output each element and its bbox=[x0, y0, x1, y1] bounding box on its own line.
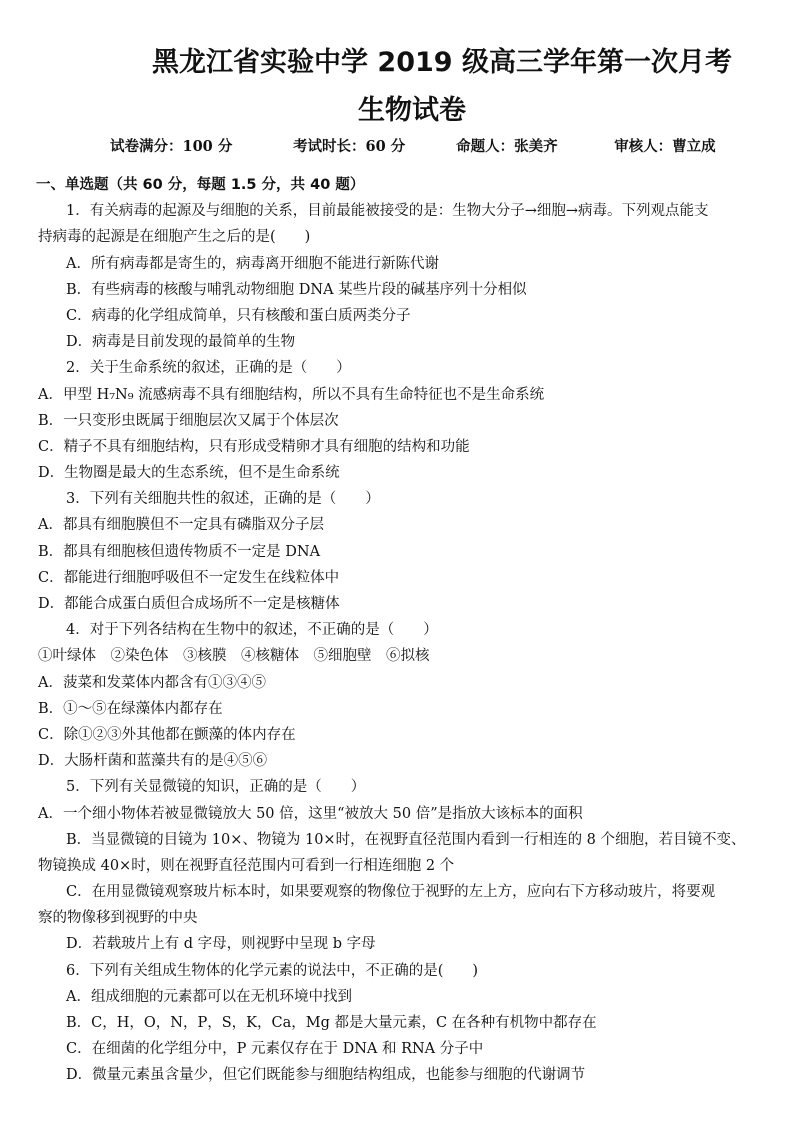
text-line: 持病毒的起源是在细胞产生之后的是( ) bbox=[38, 229, 311, 246]
text-line: 物镜换成 40×时，则在视野直径范围内可看到一行相连细胞 2 个 bbox=[38, 857, 455, 874]
text-line: D．若载玻片上有 d 字母，则视野中呈现 b 字母 bbox=[66, 936, 376, 953]
text-line: C．除①②③外其他都在颤藻的体内存在 bbox=[38, 726, 296, 743]
author: 命题人：张美齐 bbox=[456, 138, 558, 155]
text-line: C．都能进行细胞呼吸但不一定发生在线粒体中 bbox=[38, 569, 340, 586]
text-line: A．菠菜和发菜体内都含有①③④⑤ bbox=[38, 674, 266, 691]
text-line: C．在细菌的化学组分中，P 元素仅存在于 DNA 和 RNA 分子中 bbox=[66, 1041, 484, 1058]
text-line: 1．有关病毒的起源及与细胞的关系，目前最能被接受的是：生物大分子→细胞→病毒。下列观点能支 bbox=[66, 203, 709, 220]
duration: 考试时长：60 分 bbox=[293, 138, 406, 155]
text-line: 3．下列有关细胞共性的叙述，正确的是（ ） bbox=[66, 491, 380, 508]
text-line: D．都能合成蛋白质但合成场所不一定是核糖体 bbox=[38, 596, 340, 612]
text-line: 2．关于生命系统的叙述，正确的是（ ） bbox=[66, 360, 351, 377]
text-line: C．精子不具有细胞结构，只有形成受精卵才具有细胞的结构和功能 bbox=[38, 438, 470, 455]
text-line: B．当显微镜的目镜为 10×、物镜为 10×时，在视野直径范围内看到一行相连的 8 个细胞，若目镜不变、 bbox=[66, 831, 746, 848]
text-line: C．病毒的化学组成简单，只有核酸和蛋白质两类分子 bbox=[66, 307, 411, 324]
text-line: C．在用显微镜观察玻片标本时，如果要观察的物像位于视野的左上方，应向右下方移动玻片，将要观 bbox=[66, 884, 716, 901]
text-line: A．组成细胞的元素都可以在无机环境中找到 bbox=[66, 988, 352, 1005]
text-line: A．所有病毒都是寄生的，病毒离开细胞不能进行新陈代谢 bbox=[66, 255, 439, 272]
text-line: B．有些病毒的核酸与哺乳动物细胞 DNA 某些片段的碱基序列十分相似 bbox=[66, 281, 527, 298]
text-line: D．微量元素虽含量少，但它们既能参与细胞结构组成，也能参与细胞的代谢调节 bbox=[66, 1067, 586, 1084]
text-line: B．C，H，O，N，P，S，K，Ca，Mg 都是大量元素，C 在各种有机物中都存在 bbox=[66, 1015, 597, 1031]
text-line: 4．对于下列各结构在生物中的叙述，不正确的是（ ） bbox=[66, 622, 438, 639]
question-body bbox=[36, 172, 762, 1089]
text-line: 5．下列有关显微镜的知识，正确的是（ ） bbox=[66, 779, 366, 796]
exam-info bbox=[110, 135, 750, 156]
text-line: A．甲型 H₇N₉ 流感病毒不具有细胞结构，所以不具有生命特征也不是生命系统 bbox=[38, 386, 545, 403]
text-line: A．一个细小物体若被显微镜放大 50 倍，这里“被放大 50 倍”是指放大该标本的面积 bbox=[38, 805, 583, 822]
exam-title: 黑龙江省实验中学 2019 级高三学年第一次月考 bbox=[152, 47, 732, 78]
text-line: D．大肠杆菌和蓝藻共有的是④⑤⑥ bbox=[38, 753, 268, 770]
full-score: 试卷满分：100 分 bbox=[110, 138, 233, 155]
text-line: A．都具有细胞膜但不一定具有磷脂双分子层 bbox=[38, 517, 324, 534]
text-line: 6．下列有关组成生物体的化学元素的说法中，不正确的是( ) bbox=[66, 962, 479, 979]
exam-subject: 生物试卷 bbox=[358, 95, 466, 126]
text-line: B．①～⑤在绿藻体内都存在 bbox=[38, 700, 223, 717]
text-line: B．一只变形虫既属于细胞层次又属于个体层次 bbox=[38, 412, 339, 429]
reviewer: 审核人：曹立成 bbox=[614, 138, 716, 155]
text-line: 察的物像移到视野的中央 bbox=[38, 910, 198, 927]
text-line: D．病毒是目前发现的最简单的生物 bbox=[66, 334, 296, 351]
text-line: D．生物圈是最大的生态系统，但不是生命系统 bbox=[38, 465, 340, 482]
text-line: ①叶绿体 ②染色体 ③核膜 ④核糖体 ⑤细胞壁 ⑥拟核 bbox=[38, 648, 430, 665]
section-heading: 一、单选题（共 60 分，每题 1.5 分，共 40 题） bbox=[36, 177, 365, 193]
text-line: B．都具有细胞核但遗传物质不一定是 DNA bbox=[38, 543, 321, 560]
